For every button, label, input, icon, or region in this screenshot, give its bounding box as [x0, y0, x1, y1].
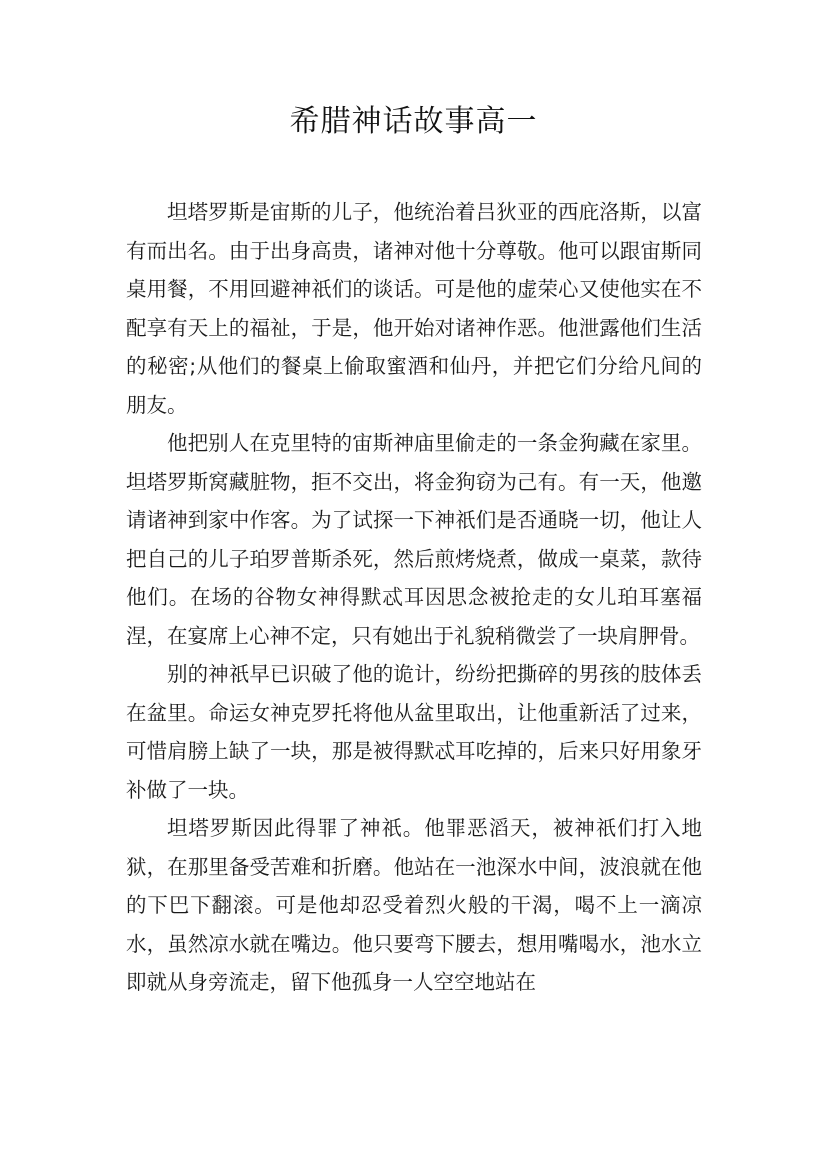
paragraph-4: 坦塔罗斯因此得罪了神祇。他罪恶滔天，被神祇们打入地狱，在那里备受苦难和折磨。他站在一池深水中间，波浪就在他的下巴下翻滚。可是他却忍受着烈火般的干渴，喝不上一滴凉水，虽然凉水就在嘴边。他只要弯下腰去，想用嘴喝水，池水立即就从身旁流走，留下他孤身一人空空地站在: [126, 816, 702, 994]
document-body: [126, 193, 702, 1002]
paragraph-2: 他把别人在克里特的宙斯神庙里偷走的一条金狗藏在家里。坦塔罗斯窝藏脏物，拒不交出，将金狗窃为己有。有一天，他邀请诸神到家中作客。为了试探一下神祇们是否通晓一切，他让人把自己的儿子珀罗普斯杀死，然后煎烤烧煮，做成一桌菜，款待他们。在场的谷物女神得默忒耳因思念被抢走的女儿珀耳塞福涅，在宴席上心神不定，只有她出于礼貌稍微尝了一块肩胛骨。: [126, 431, 702, 648]
paragraph-3: 别的神祇早已识破了他的诡计，纷纷把撕碎的男孩的肢体丢在盆里。命运女神克罗托将他从盆里取出，让他重新活了过来，可惜肩膀上缺了一块，那是被得默忒耳吃掉的，后来只好用象牙补做了一块。: [126, 662, 702, 802]
document-title: 希腊神话故事高一: [289, 104, 538, 139]
paragraph-1: 坦塔罗斯是宙斯的儿子，他统治着吕狄亚的西庇洛斯，以富有而出名。由于出身高贵，诸神对他十分尊敬。他可以跟宙斯同桌用餐，不用回避神祇们的谈话。可是他的虚荣心又使他实在不配享有天上的福祉，于是，他开始对诸神作恶。他泄露他们生活的秘密;从他们的餐桌上偷取蜜酒和仙丹，并把它们分给凡间的朋友。: [126, 200, 702, 417]
